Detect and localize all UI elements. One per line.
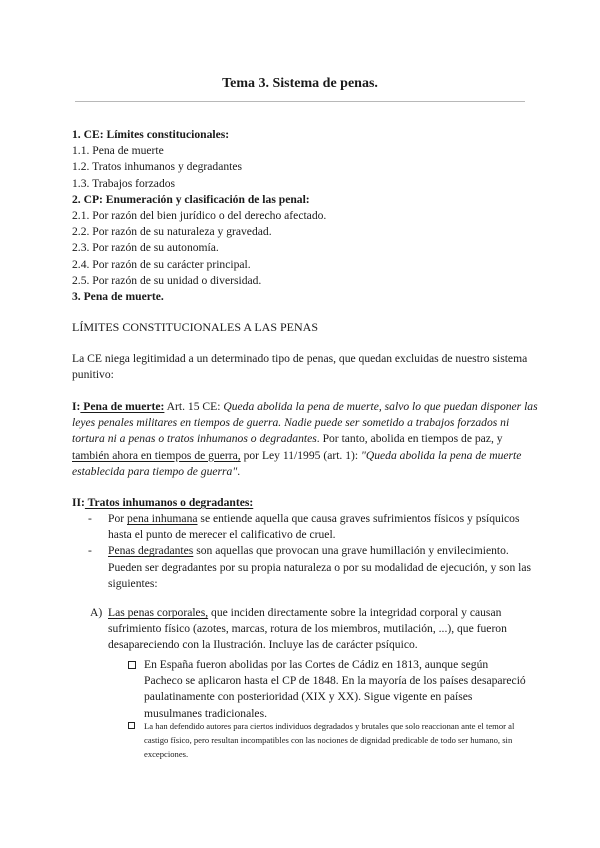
section-label: I: <box>72 400 81 413</box>
period: . <box>237 464 241 478</box>
toc-item: 2.5. Por razón de su unidad o diversidad. <box>72 273 262 287</box>
toc-item: 2.3. Por razón de su autonomía. <box>72 241 219 255</box>
bullet-term: Penas degradantes <box>108 544 194 558</box>
section-title: Tratos inhumanos o degradantes: <box>84 496 254 509</box>
toc-item: 1.1. Pena de muerte <box>72 144 164 158</box>
intro-paragraph: La CE niega legitimidad a un determinado tipo de penas, que quedan excluidas de nuestro sistema punitivo: <box>72 352 528 382</box>
checkbox-bullet-text: La han defendido autores para ciertos individuos degradados y brutales que solo reaccionan ante el temor al castigo físico, pero resultan incompatibles con las nociones de dignidad predicable de todo ser humano, sin excepciones. <box>144 721 515 760</box>
article-ref: Art. 15 CE: <box>164 400 224 413</box>
toc-item: 2.1. Por razón del bien jurídico o del derecho afectado. <box>72 209 327 223</box>
toc-item: 1.2. Tratos inhumanos y degradantes <box>72 160 243 174</box>
article-quote: Queda abolida la pena de muerte, salvo lo que puedan disponer las leyes penales militares en tiempos de guerra. Nadie puede ser sometido a trabajos forzados ni tortura ni a penas o tratos inhumanos o degradantes <box>72 400 538 446</box>
title-divider <box>75 101 525 102</box>
toc-item: 2. CP: Enumeración y clasificación de las penal: <box>72 192 310 206</box>
section-tratos-heading <box>72 495 253 511</box>
list-item <box>88 511 538 543</box>
section-title: Pena de muerte: <box>80 400 165 413</box>
toc-item: 1. CE: Límites constitucionales: <box>72 128 230 141</box>
bullet-list <box>88 511 538 592</box>
sub-item-label: A) <box>90 606 103 619</box>
law-ref: por Ley 11/1995 (art. 1): <box>240 448 361 462</box>
checkbox-bullet-text: En España fueron abolidas por las Cortes de Cádiz en 1813, aunque según Pacheco se aplicaron hasta el CP de 1848. En la mayoría de los países desapareció paulatinamente con posterioridad (XIX y XX). Sigue vigente en países musulmanes tradicionales. <box>144 658 526 720</box>
sub-item-term: Las penas corporales, <box>108 606 209 619</box>
dash-marker: - <box>88 512 92 525</box>
bullet-text: se entiende aquella que causa graves sufrimientos físicos y psíquicos hasta el punto de merecer el calificativo de cruel. <box>108 512 520 542</box>
section-pena-de-muerte <box>72 399 538 480</box>
checkbox-bullet <box>128 657 528 722</box>
section-heading: LÍMITES CONSTITUCIONALES A LAS PENAS <box>72 320 319 334</box>
sub-item-text: que inciden directamente sobre la integridad corporal y causan sufrimiento físico (azotes, marcas, rotura de los miembros, mutilación, ...), que fueron desapareciendo con la Ilustración. Incluye las de carácter psíquico. <box>108 606 507 652</box>
underlined-phrase: también ahora en tiempos de guerra, <box>72 448 241 462</box>
checkbox-icon <box>128 661 136 669</box>
dash-marker: - <box>88 544 92 558</box>
table-of-contents <box>72 127 326 305</box>
toc-item: 1.3. Trabajos forzados <box>72 176 176 190</box>
toc-item: 3. Pena de muerte. <box>72 290 164 304</box>
article-followup: . Por tanto, abolida en tiempos de paz, y <box>316 432 503 446</box>
toc-item: 2.2. Por razón de su naturaleza y gravedad. <box>72 225 272 239</box>
checkbox-icon <box>128 722 135 729</box>
bullet-text: son aquellas que provocan una grave humillación y envilecimiento. Pueden ser degradantes por su propia naturaleza o por su modalidad de ejecución, y son las siguientes: <box>108 544 532 590</box>
page-title: Tema 3. Sistema de penas. <box>222 76 378 91</box>
bullet-term: pena inhumana <box>127 512 198 525</box>
sub-item-a <box>90 605 530 654</box>
section-label: II: <box>72 496 85 509</box>
list-item <box>88 543 538 592</box>
checkbox-bullet <box>128 719 528 762</box>
toc-item: 2.4. Por razón de su carácter principal. <box>72 257 251 271</box>
bullet-text: Por <box>108 512 128 525</box>
law-quote: "Queda abolida la pena de muerte establecida para tiempo de guerra" <box>72 448 522 478</box>
